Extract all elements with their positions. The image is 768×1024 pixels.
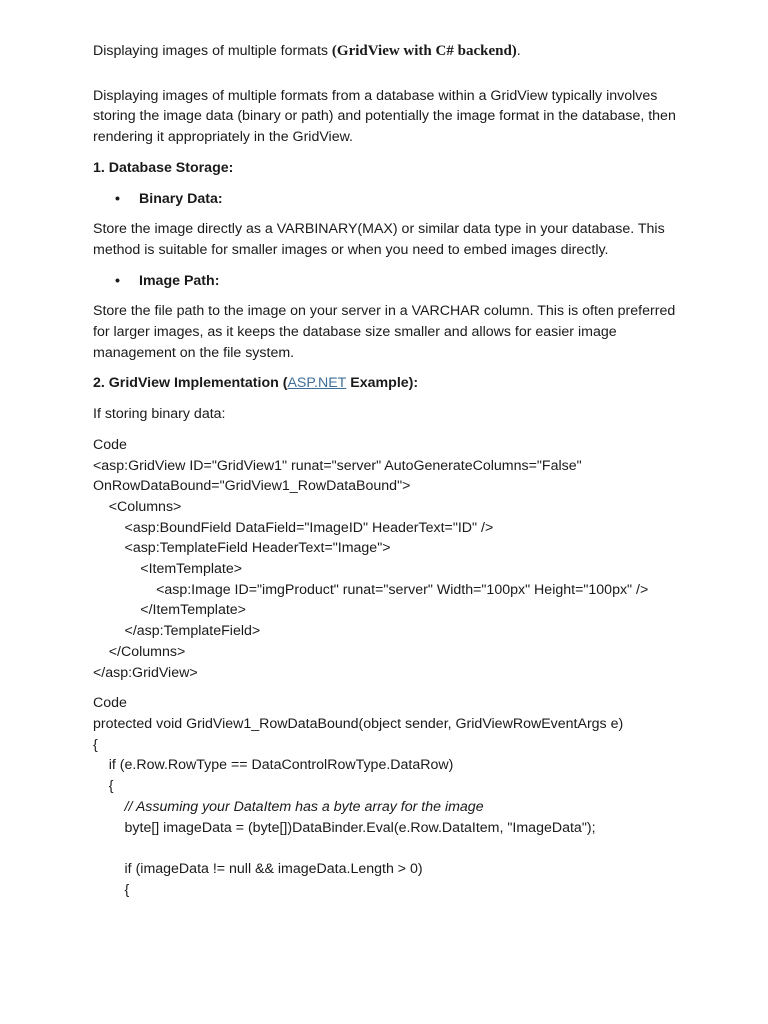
code-line: if (e.Row.RowType == DataControlRowType.DataRow) bbox=[93, 757, 454, 774]
code-line: </asp:TemplateField> bbox=[93, 623, 261, 640]
code-comment-line: // Assuming your DataItem has a byte array for the image bbox=[93, 798, 484, 815]
document-page bbox=[93, 41, 683, 900]
code-line bbox=[93, 838, 683, 859]
section2-heading bbox=[93, 373, 683, 394]
code-line: <asp:BoundField DataField="ImageID" HeaderText="ID" /> bbox=[93, 519, 494, 536]
code-line: <Columns> bbox=[93, 498, 182, 515]
intro-paragraph: Displaying images of multiple formats from a database within a GridView typically involves storing the image data (binary or path) and potentially the image format in the database, then rendering it appropriately in the GridView. bbox=[93, 87, 676, 146]
bullet-image-path-label: Image Path: bbox=[139, 272, 220, 289]
title-prefix: Displaying images of multiple formats bbox=[93, 43, 332, 59]
section2-heading-suffix: Example): bbox=[346, 375, 419, 392]
section2-heading-prefix: 2. GridView Implementation ( bbox=[93, 375, 288, 392]
bullet-binary-label: Binary Data: bbox=[139, 190, 223, 207]
code-line: { bbox=[93, 881, 130, 898]
document-title bbox=[93, 41, 683, 62]
code-line: <ItemTemplate> bbox=[93, 561, 243, 578]
code-line: <asp:GridView ID="GridView1" runat="server" AutoGenerateColumns="False" bbox=[93, 457, 582, 474]
code-line: { bbox=[93, 778, 114, 795]
code-line: <asp:TemplateField HeaderText="Image"> bbox=[93, 540, 391, 557]
csharp-code-block bbox=[93, 714, 683, 900]
code-label: Code bbox=[93, 695, 127, 712]
code-line: { bbox=[93, 736, 98, 753]
code-line: </asp:GridView> bbox=[93, 664, 198, 681]
code-line: OnRowDataBound="GridView1_RowDataBound"> bbox=[93, 478, 411, 495]
markup-code-block bbox=[93, 456, 683, 684]
code-line: </Columns> bbox=[93, 643, 186, 660]
bullet-binary-data bbox=[93, 189, 683, 210]
code-line: protected void GridView1_RowDataBound(object sender, GridViewRowEventArgs e) bbox=[93, 715, 624, 732]
bullet-image-path bbox=[93, 271, 683, 292]
image-path-paragraph: Store the file path to the image on your server in a VARCHAR column. This is often preferred for larger images, as it keeps the database size smaller and allows for easier image management on the file system. bbox=[93, 303, 676, 361]
code-line: <asp:Image ID="imgProduct" runat="server" Width="100px" Height="100px" /> bbox=[93, 581, 649, 598]
bullet-dot-icon: • bbox=[115, 272, 120, 289]
section1-heading: 1. Database Storage: bbox=[93, 159, 234, 176]
code-label: Code bbox=[93, 436, 127, 453]
title-suffix: . bbox=[516, 43, 521, 59]
aspnet-link[interactable]: ASP.NET bbox=[287, 375, 347, 392]
binary-note: If storing binary data: bbox=[93, 406, 226, 423]
code-line: byte[] imageData = (byte[])DataBinder.Eval(e.Row.DataItem, "ImageData"); bbox=[93, 819, 596, 836]
code-line: </ItemTemplate> bbox=[93, 602, 246, 619]
code-line: if (imageData != null && imageData.Length > 0) bbox=[93, 860, 423, 877]
binary-data-paragraph: Store the image directly as a VARBINARY(MAX) or similar data type in your database. This method is suitable for smaller images or when you need to embed images directly. bbox=[93, 221, 665, 258]
title-bold: (GridView with C# backend) bbox=[331, 43, 517, 59]
bullet-dot-icon: • bbox=[115, 190, 120, 207]
